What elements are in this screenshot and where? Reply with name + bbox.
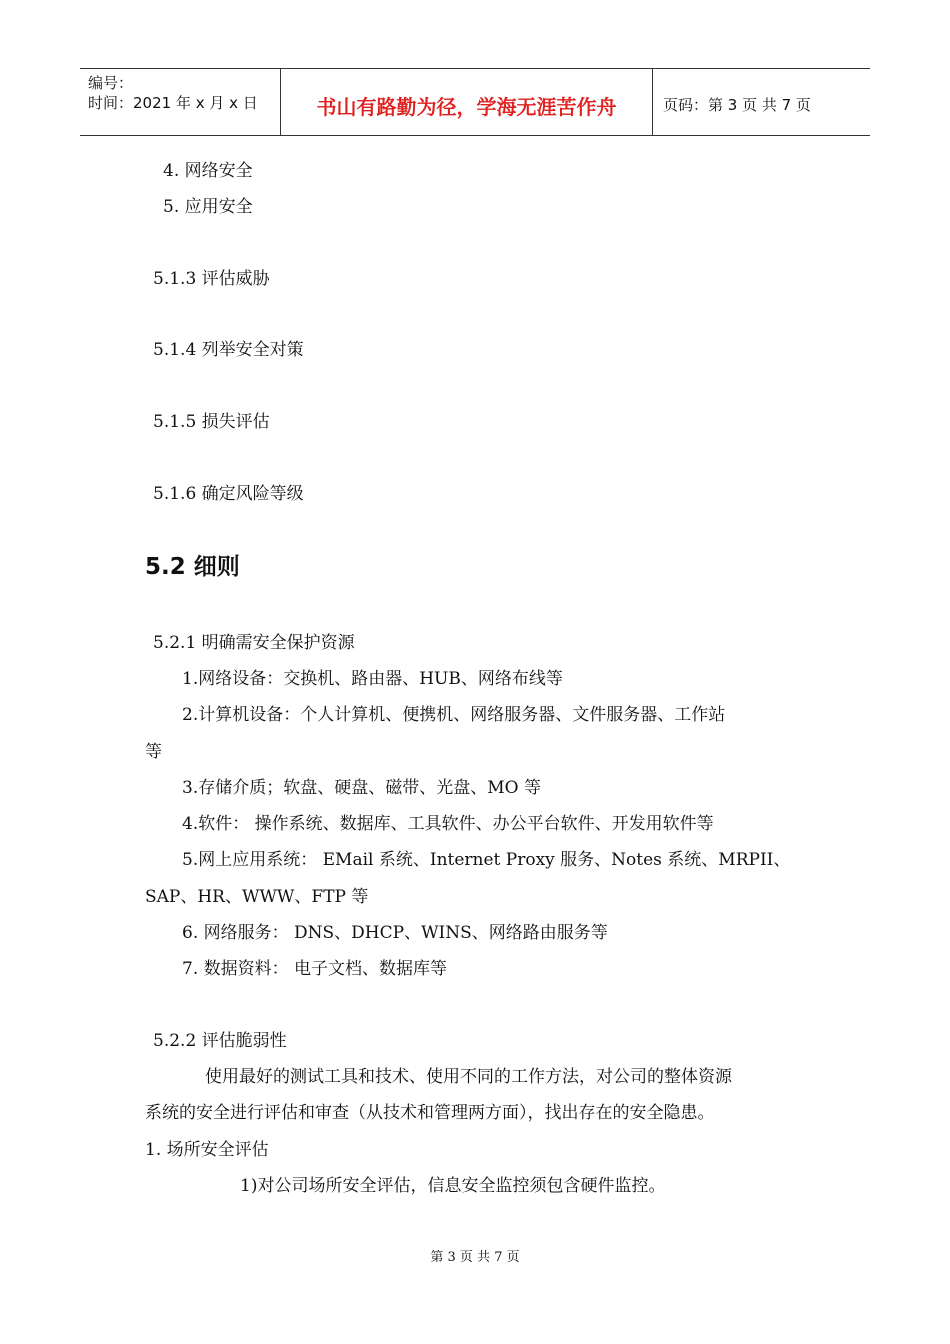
header-number: 编号： — [88, 74, 134, 92]
list-item: 5.网上应用系统： EMail 系统、Internet Proxy 服务、Notes 系统、MRPII、 — [182, 850, 791, 870]
list-item: 7. 数据资料： 电子文档、数据库等 — [182, 959, 448, 979]
section-title: 5.2.2 评估脆弱性 — [153, 1031, 287, 1051]
list-item: 1. 场所安全评估 — [145, 1140, 269, 1160]
list-item: 4.软件： 操作系统、数据库、工具软件、办公平台软件、开发用软件等 — [182, 814, 714, 834]
page-footer: 第 3 页 共 7 页 — [430, 1250, 520, 1265]
list-item: 3.存储介质；软盘、硬盘、磁带、光盘、MO 等 — [182, 778, 541, 798]
section-title: 5.1.4 列举安全对策 — [153, 340, 304, 360]
list-item-continued: 等 — [145, 742, 162, 762]
section-title: 5.2.1 明确需安全保护资源 — [153, 633, 355, 653]
header-time: 时间：2021 年 x 月 x 日 — [88, 94, 258, 112]
paragraph-line: 系统的安全进行评估和审查（从技术和管理两方面），找出存在的安全隐患。 — [145, 1103, 715, 1123]
header-motto: 书山有路勤为径，学海无涯苦作舟 — [281, 69, 653, 135]
section-title: 5.1.3 评估威胁 — [153, 269, 270, 289]
list-item: 1)对公司场所安全评估，信息安全监控须包含硬件监控。 — [240, 1176, 666, 1196]
section-title: 5.1.5 损失评估 — [153, 412, 270, 432]
section-heading: 5.2 细则 — [145, 554, 240, 580]
header-meta — [80, 69, 281, 135]
list-item: 5. 应用安全 — [163, 197, 253, 217]
header-page-info: 页码：第 3 页 共 7 页 — [663, 95, 811, 114]
paragraph-line: 使用最好的测试工具和技术、使用不同的工作方法，对公司的整体资源 — [205, 1067, 732, 1087]
list-item: 2.计算机设备：个人计算机、便携机、网络服务器、文件服务器、工作站 — [182, 705, 726, 725]
list-item: 4. 网络安全 — [163, 161, 253, 181]
list-item: 6. 网络服务： DNS、DHCP、WINS、网络路由服务等 — [182, 923, 608, 943]
list-item-continued: SAP、HR、WWW、FTP 等 — [145, 887, 369, 907]
section-title: 5.1.6 确定风险等级 — [153, 484, 304, 504]
page-header — [80, 68, 870, 136]
list-item: 1.网络设备：交换机、路由器、HUB、网络布线等 — [182, 669, 563, 689]
